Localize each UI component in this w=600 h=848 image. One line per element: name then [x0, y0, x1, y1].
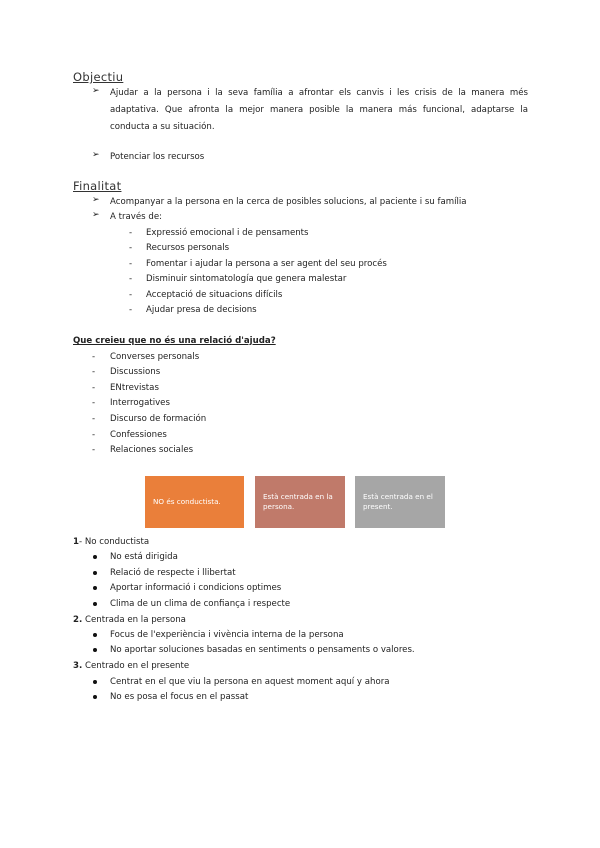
objectiu-heading: Objectiu — [73, 70, 124, 84]
list-item: ENtrevistas — [110, 383, 159, 393]
arrow-bullet-icon: ➢ — [92, 150, 100, 160]
objectiu-item-1: Ajudar a la persona i la seva família a afrontar els canvis i les crisis de la manera més adaptativa. Que afronta la mejor manera posible la manera más funcional, adaptarse la conducta a su situación. — [110, 88, 528, 132]
section-2-title: 2. Centrada en la persona — [73, 615, 186, 625]
list-item: Confessiones — [110, 430, 167, 440]
list-item: Interrogatives — [110, 398, 170, 408]
list-item: Converses personals — [110, 352, 200, 362]
list-item: No es posa el focus en el passat — [110, 692, 249, 702]
list-item: Aportar informació i condicions optimes — [110, 583, 282, 593]
box-no-conductista: NO és conductista. — [145, 476, 244, 528]
bullet-dot-icon — [93, 633, 97, 637]
section-1-title: 1- No conductista — [73, 537, 150, 547]
section-3-title: 3. Centrado en el presente — [73, 661, 190, 671]
bullet-dot-icon — [93, 555, 97, 559]
list-item: No aportar soluciones basadas en sentiments o pensaments o valores. — [110, 645, 415, 655]
no-relacio-heading: Que creieu que no és una relació d'ajuda? — [73, 336, 276, 346]
list-item: Ajudar presa de decisions — [146, 305, 257, 315]
bullet-dot-icon — [93, 586, 97, 590]
arrow-bullet-icon: ➢ — [92, 195, 100, 205]
list-item: Focus de l'experiència i vivència interna de la persona — [110, 630, 344, 640]
list-item: Recursos personals — [146, 243, 230, 253]
box-centrada-persona: Està centrada en la persona. — [255, 476, 345, 528]
finalitat-item-1: Acompanyar a la persona en la cerca de posibles solucions, al paciente i su família — [110, 197, 467, 207]
box-centrada-present: Està centrada en el present. — [355, 476, 445, 528]
list-item: Relació de respecte i llibertat — [110, 568, 236, 578]
document-page: Objectiu ➢ Ajudar a la persona i la seva família a afrontar els canvis i les crisis de la manera més adaptativa. Que afronta la mejor manera posible la manera más funcional, adaptarse la conducta a su situación. ➢ Potenciar los recursos Finalitat ➢ Acompanyar a la persona en la cerca de posibles solucions, al paciente i su família ➢ A través de: - Expressió emocional i de pensaments - Recursos personals - Fomentar i ajudar la persona a ser agent del seu procés - Disminuir sintomatología que genera malestar - Acceptació de situacions difícils - Ajudar presa de decisions Que creieu que no és una relació d'ajuda? - Converses personals - Discussions - ENtrevistas - Interrogatives - Discurso de formación - Confessiones - Relaciones sociales NO és conductista. Està centrada en la persona. Està centrada en el present. 1- No conductista No está dirigida Relació de respecte i llibertat Aportar informació i condicions optimes Clima de un clima de confiança i respecte 2. Centrada en la persona Focus de l'experiència i vivència interna de la persona No aportar soluciones basadas en sentiments o pensaments o valores. 3. Centrado en el presente Centrat en el que viu la persona en aquest moment aquí y ahora No es posa el focus en el passat — [73, 70, 528, 702]
list-item: Clima de un clima de confiança i respecte — [110, 599, 291, 609]
list-item: No está dirigida — [110, 552, 178, 562]
objectiu-item-2: Potenciar los recursos — [110, 152, 205, 162]
bullet-dot-icon — [93, 648, 97, 652]
bullet-dot-icon — [93, 695, 97, 699]
finalitat-item-2: A través de: — [110, 212, 162, 222]
list-item: Disminuir sintomatología que genera malestar — [146, 274, 347, 284]
list-item: Discurso de formación — [110, 414, 207, 424]
list-item: Acceptació de situacions difícils — [146, 290, 283, 300]
arrow-bullet-icon: ➢ — [92, 86, 100, 96]
list-item: Relaciones sociales — [110, 445, 194, 455]
list-item: Expressió emocional i de pensaments — [146, 228, 309, 238]
arrow-bullet-icon: ➢ — [92, 210, 100, 220]
list-item: Centrat en el que viu la persona en aquest moment aquí y ahora — [110, 677, 390, 687]
bullet-dot-icon — [93, 602, 97, 606]
finalitat-heading: Finalitat — [73, 179, 122, 193]
bullet-dot-icon — [93, 680, 97, 684]
list-item: Discussions — [110, 367, 161, 377]
bullet-dot-icon — [93, 571, 97, 575]
list-item: Fomentar i ajudar la persona a ser agent del seu procés — [146, 259, 387, 269]
